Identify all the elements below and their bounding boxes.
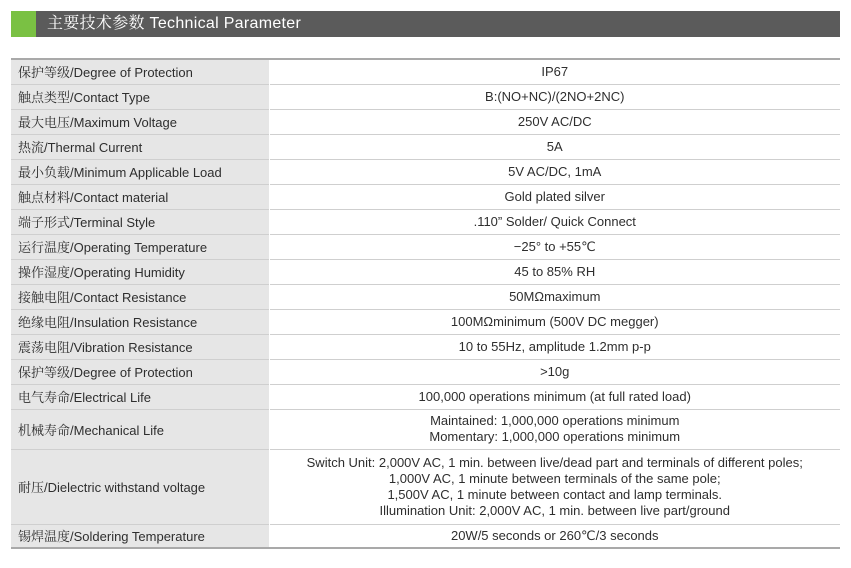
spec-value [269,409,840,449]
spec-value-line: Switch Unit: 2,000V AC, 1 min. between live/dead part and terminals of different poles; [306,454,803,470]
spec-value-line: Momentary: 1,000,000 operations minimum [429,429,681,444]
spec-label: 最大电压/Maximum Voltage [11,109,269,134]
spec-row [11,259,840,284]
spec-row [11,449,840,524]
spec-label: 热流/Thermal Current [11,134,269,159]
spec-value [269,184,840,209]
spec-value-line: 100,000 operations minimum (at full rated load) [418,388,691,404]
spec-label: 触点类型/Contact Type [11,84,269,109]
spec-row [11,209,840,234]
spec-label: 接触电阻/Contact Resistance [11,284,269,309]
spec-value [269,84,840,109]
spec-value [269,209,840,234]
spec-value-line: Illumination Unit: 2,000V AC, 1 min. between live part/ground [379,502,730,518]
spec-value-line: 10 to 55Hz, amplitude 1.2mm p-p [458,338,651,354]
spec-value-line: 50MΩmaximum [509,288,601,304]
spec-value-line: IP67 [541,63,569,79]
spec-row [11,309,840,334]
spec-table-body [11,59,840,548]
spec-row [11,334,840,359]
spec-row [11,359,840,384]
spec-value [269,109,840,134]
spec-row [11,84,840,109]
spec-label: 绝缘电阻/Insulation Resistance [11,309,269,334]
spec-value-line: 250V AC/DC [517,113,592,129]
spec-row [11,409,840,449]
spec-row [11,109,840,134]
spec-row [11,59,840,84]
spec-value-line: 5A [546,138,563,154]
spec-label: 保护等级/Degree of Protection [11,59,269,84]
spec-label: 保护等级/Degree of Protection [11,359,269,384]
spec-value-line: 20W/5 seconds or 260℃/3 seconds [450,527,659,543]
spec-label: 耐压/Dielectric withstand voltage [11,449,269,524]
spec-label: 锡焊温度/Soldering Temperature [11,524,269,548]
spec-value-line: 5V AC/DC, 1mA [508,163,602,179]
spec-value [269,449,840,524]
spec-row [11,134,840,159]
section-title: 主要技术参数 Technical Parameter [47,15,302,32]
spec-value-line: Maintained: 1,000,000 operations minimum [430,413,680,428]
spec-label: 电气寿命/Electrical Life [11,384,269,409]
spec-value [269,134,840,159]
spec-row [11,384,840,409]
spec-row [11,159,840,184]
spec-value [269,59,840,84]
spec-label: 运行温度/Operating Temperature [11,234,269,259]
spec-value-line: 45 to 85% RH [514,263,596,279]
spec-value-line: 100MΩminimum (500V DC megger) [450,313,659,329]
spec-value [269,259,840,284]
spec-value-line: B:(NO+NC)/(2NO+2NC) [485,88,625,104]
spec-label: 操作湿度/Operating Humidity [11,259,269,284]
spec-value [269,524,840,548]
spec-label: 最小负载/Minimum Applicable Load [11,159,269,184]
spec-value-line: 1,000V AC, 1 minute between terminals of the same pole; [388,470,721,486]
spec-value [269,234,840,259]
spec-label: 端子形式/Terminal Style [11,209,269,234]
spec-label: 震荡电阻/Vibration Resistance [11,334,269,359]
spec-value-line: 1,500V AC, 1 minute between contact and lamp terminals. [387,486,723,502]
spec-value [269,159,840,184]
spec-value [269,384,840,409]
spec-value-line: .110” Solder/ Quick Connect [473,213,636,229]
spec-label: 触点材料/Contact material [11,184,269,209]
section-header [11,11,840,37]
spec-row [11,284,840,309]
spec-row [11,184,840,209]
header-accent-bar [11,11,36,37]
spec-value [269,334,840,359]
spec-value [269,359,840,384]
spec-value-line: >10g [540,363,570,379]
spec-table [11,58,840,549]
spec-value [269,309,840,334]
spec-value-line: −25° to +55℃ [513,238,596,254]
spec-label: 机械寿命/Mechanical Life [11,409,269,449]
spec-value-line: Gold plated silver [504,188,605,204]
spec-row [11,234,840,259]
spec-value [269,284,840,309]
spec-row [11,524,840,548]
